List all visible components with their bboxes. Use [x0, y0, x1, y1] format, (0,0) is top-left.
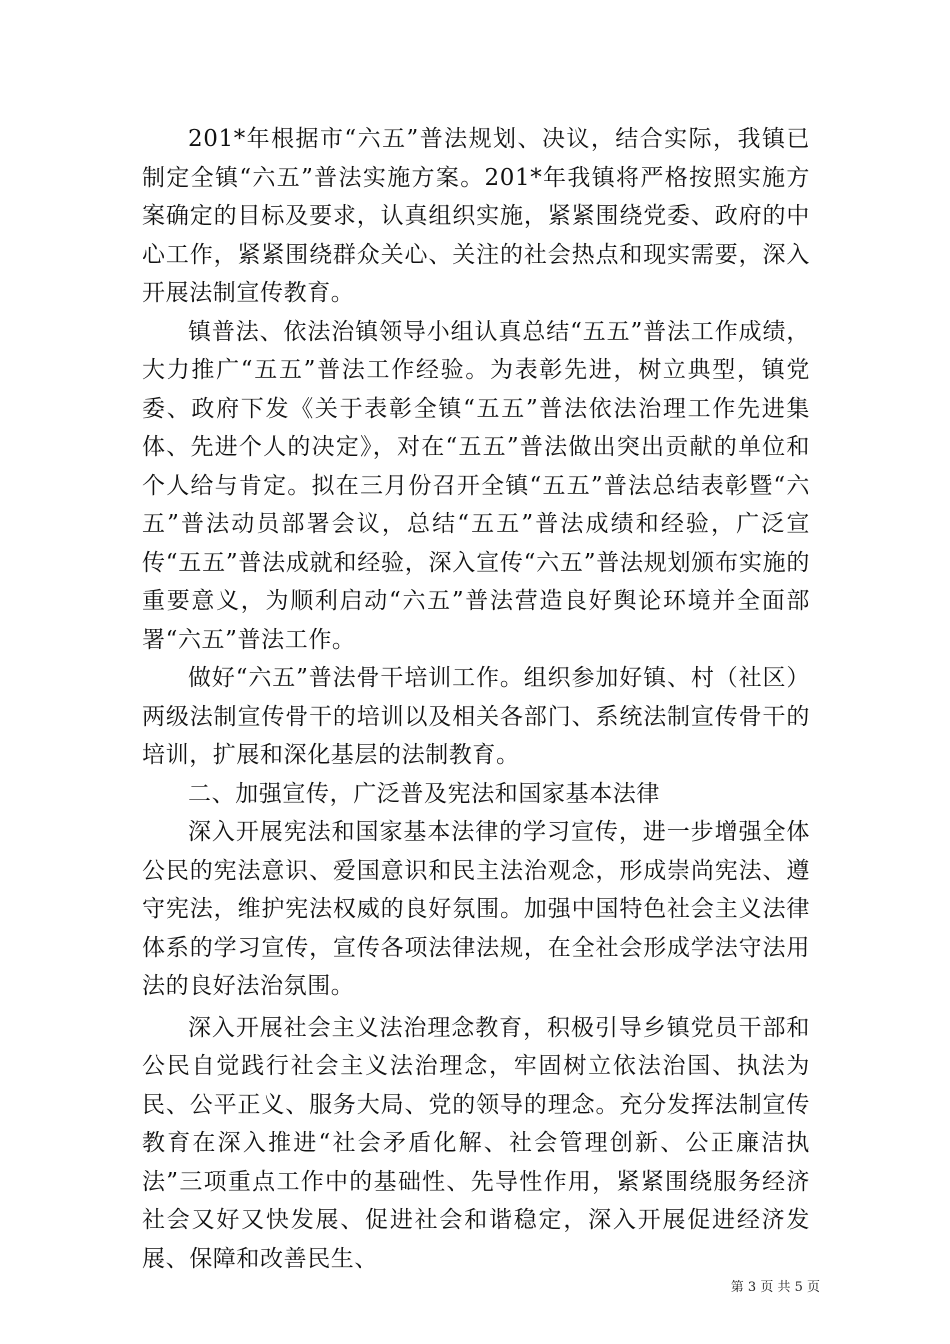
paragraph-2: 镇普法、依法治镇领导小组认真总结“五五”普法工作成绩，大力推广“五五”普法工作经验。为表彰先进，树立典型，镇党委、政府下发《关于表彰全镇“五五”普法依法治理工作先进集体、先进个人的决定》，对在“五五”普法做出突出贡献的单位和个人给与肯定。拟在三月份召开全镇“五五”普法总结表彰暨“六五”普法动员部署会议，总结“五五”普法成绩和经验，广泛宣传“五五”普法成就和经验，深入宣传“六五”普法规划颁布实施的重要意义，为顺利启动“六五”普法营造良好舆论环境并全面部署“六五”普法工作。	[142, 318, 810, 653]
section-heading: 二、加强宣传，广泛普及宪法和国家基本法律	[188, 780, 660, 807]
paragraph-1: 201*年根据市“六五”普法规划、决议，结合实际，我镇已制定全镇“六五”普法实施方案。201*年我镇将严格按照实施方案确定的目标及要求，认真组织实施，紧紧围绕党委、政府的中心工作，紧紧围绕群众关心、关注的社会热点和现实需要，深入开展法制宣传教育。	[142, 126, 810, 306]
page-indicator: 第 3 页 共 5 页	[730, 1280, 820, 1295]
paragraph-4: 深入开展宪法和国家基本法律的学习宣传，进一步增强全体公民的宪法意识、爱国意识和民主法治观念，形成崇尚宪法、遵守宪法，维护宪法权威的良好氛围。加强中国特色社会主义法律体系的学习宣传，宣传各项法律法规，在全社会形成学法守法用法的良好法治氛围。	[142, 819, 810, 999]
paragraph-5: 深入开展社会主义法治理念教育，积极引导乡镇党员干部和公民自觉践行社会主义法治理念，牢固树立依法治国、执法为民、公平正义、服务大局、党的领导的理念。充分发挥法制宣传教育在深入推进“社会矛盾化解、社会管理创新、公正廉洁执法”三项重点工作中的基础性、先导性作用，紧紧围绕服务经济社会又好又快发展、促进社会和谐稳定，深入开展促进经济发展、保障和改善民生、	[142, 1014, 810, 1272]
paragraph-3: 做好“六五”普法骨干培训工作。组织参加好镇、村（社区）两级法制宣传骨干的培训以及相关各部门、系统法制宣传骨干的培训，扩展和深化基层的法制教育。	[142, 665, 810, 768]
document-body	[142, 120, 810, 1278]
